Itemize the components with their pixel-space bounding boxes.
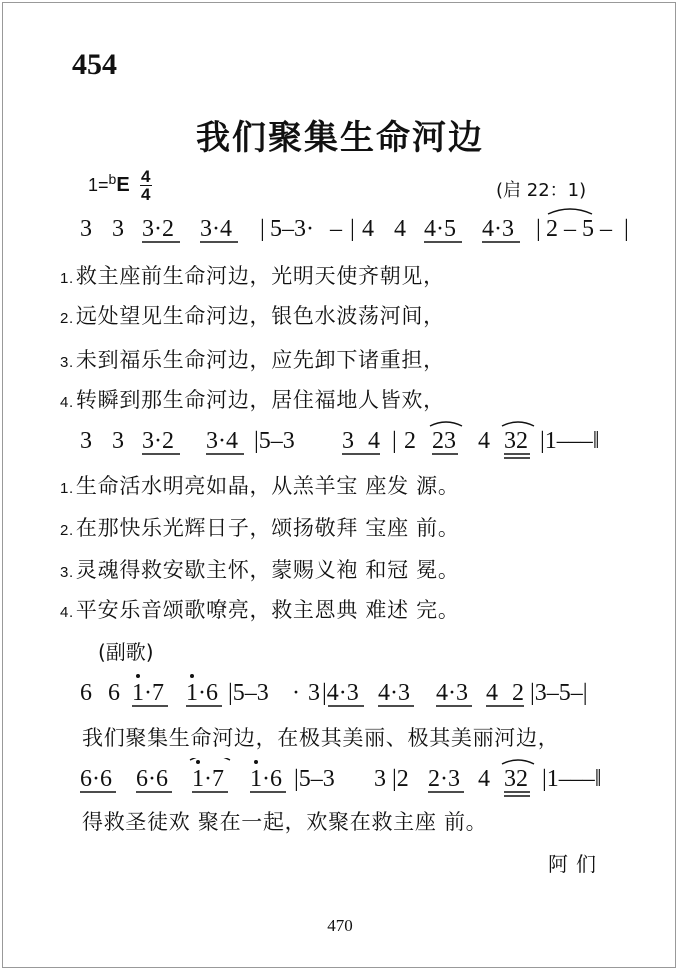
chorus-label: (副歌) [98, 640, 154, 664]
svg-text:|2: |2 [392, 766, 409, 792]
svg-text:1·7: 1·7 [132, 680, 164, 706]
time-top: 4 [140, 167, 151, 186]
svg-text:32: 32 [504, 428, 528, 454]
svg-text:2 – 5 –: 2 – 5 – [546, 216, 612, 242]
svg-text:|4·3: |4·3 [322, 680, 359, 706]
svg-text:2: 2 [512, 680, 524, 706]
svg-text:–: – [330, 216, 342, 242]
verse-4a: 4.转瞬到那生命河边，居住福地人皆欢， [60, 388, 445, 412]
notation-line-1 [0, 208, 680, 248]
key-letter: E [116, 174, 130, 196]
svg-text:6: 6 [108, 680, 120, 706]
svg-text:4·3: 4·3 [482, 216, 514, 242]
notation-line-3-drawing [0, 672, 680, 712]
amen: 阿们 [548, 852, 604, 876]
page-number: 470 [327, 916, 353, 935]
svg-text:|5–3: |5–3 [294, 766, 335, 792]
svg-text:3: 3 [80, 216, 92, 242]
svg-text:3: 3 [308, 680, 320, 706]
notation-line-1-drawing [0, 208, 680, 248]
svg-text:3: 3 [80, 428, 92, 454]
svg-text:|3–5–|: |3–5–| [530, 680, 588, 706]
notation-line-2 [0, 420, 680, 460]
svg-text:4: 4 [478, 428, 490, 454]
svg-text:3: 3 [112, 428, 124, 454]
svg-text:|1–––‖: |1–––‖ [540, 428, 600, 454]
verse-2b: 2.在那快乐光辉日子，颂扬敬拜 宝座 前。 [60, 516, 460, 540]
svg-text:|: | [350, 216, 355, 242]
svg-text:3·4: 3·4 [200, 216, 232, 242]
svg-text:|5–3: |5–3 [254, 428, 295, 454]
svg-text:6·6: 6·6 [136, 766, 168, 792]
svg-text:3: 3 [112, 216, 124, 242]
verse-3a: 3.未到福乐生命河边，应先卸下诸重担， [60, 348, 445, 372]
svg-text:3: 3 [374, 766, 386, 792]
verse-1a: 1.救主座前生命河边，光明天使齐朝见， [60, 264, 445, 288]
svg-text:3: 3 [342, 428, 354, 454]
svg-text:|: | [536, 216, 541, 242]
svg-text:4: 4 [394, 216, 406, 242]
hymn-title: 我们聚集生命河边 [196, 118, 484, 158]
notation-line-4-drawing [0, 758, 680, 798]
svg-text:·: · [292, 680, 300, 706]
svg-text:1·6: 1·6 [186, 680, 218, 706]
svg-text:|5–3: |5–3 [228, 680, 269, 706]
notation-line-2-drawing [0, 420, 680, 460]
scripture-reference: (启 22：1) [496, 180, 587, 201]
notation-line-4 [0, 758, 680, 798]
svg-text:|1–––‖: |1–––‖ [542, 766, 602, 792]
svg-text:32: 32 [504, 766, 528, 792]
svg-text:|: | [260, 216, 265, 242]
svg-text:23: 23 [432, 428, 456, 454]
key-signature [88, 168, 152, 203]
svg-text:1·6: 1·6 [250, 766, 282, 792]
flat-sign: b [108, 170, 117, 187]
svg-text:3·2: 3·2 [142, 216, 174, 242]
time-bottom: 4 [140, 185, 151, 204]
svg-text:|: | [624, 216, 629, 242]
svg-text:1·7: 1·7 [192, 766, 224, 792]
svg-text:|: | [392, 428, 397, 454]
time-signature [140, 168, 152, 203]
svg-text:4: 4 [368, 428, 380, 454]
chorus-lyric-2: 得救圣徒欢 聚在一起，欢聚在救主座 前。 [82, 810, 488, 834]
svg-text:4: 4 [362, 216, 374, 242]
svg-text:4·3: 4·3 [436, 680, 468, 706]
verse-2a: 2.远处望见生命河边，银色水波荡河间， [60, 304, 445, 328]
notation-line-3 [0, 672, 680, 712]
svg-text:5–3·: 5–3· [270, 216, 314, 242]
svg-text:3·2: 3·2 [142, 428, 174, 454]
hymn-number: 454 [72, 48, 117, 81]
verse-4b: 4.平安乐音颂歌嘹亮，救主恩典 难述 完。 [60, 598, 460, 622]
svg-text:6·6: 6·6 [80, 766, 112, 792]
svg-text:3·4: 3·4 [206, 428, 238, 454]
svg-text:4·3: 4·3 [378, 680, 410, 706]
verse-3b: 3.灵魂得救安歇主怀，蒙赐义袍 和冠 冕。 [60, 558, 460, 582]
svg-text:4: 4 [478, 766, 490, 792]
verse-1b: 1.生命活水明亮如晶，从羔羊宝 座发 源。 [60, 474, 460, 498]
svg-text:2·3: 2·3 [428, 766, 460, 792]
chorus-lyric-1: 我们聚集生命河边，在极其美丽、极其美丽河边， [82, 726, 560, 750]
svg-text:2: 2 [404, 428, 416, 454]
svg-text:4·5: 4·5 [424, 216, 456, 242]
key-prefix: 1= [88, 175, 109, 195]
svg-text:6: 6 [80, 680, 92, 706]
svg-text:4: 4 [486, 680, 498, 706]
